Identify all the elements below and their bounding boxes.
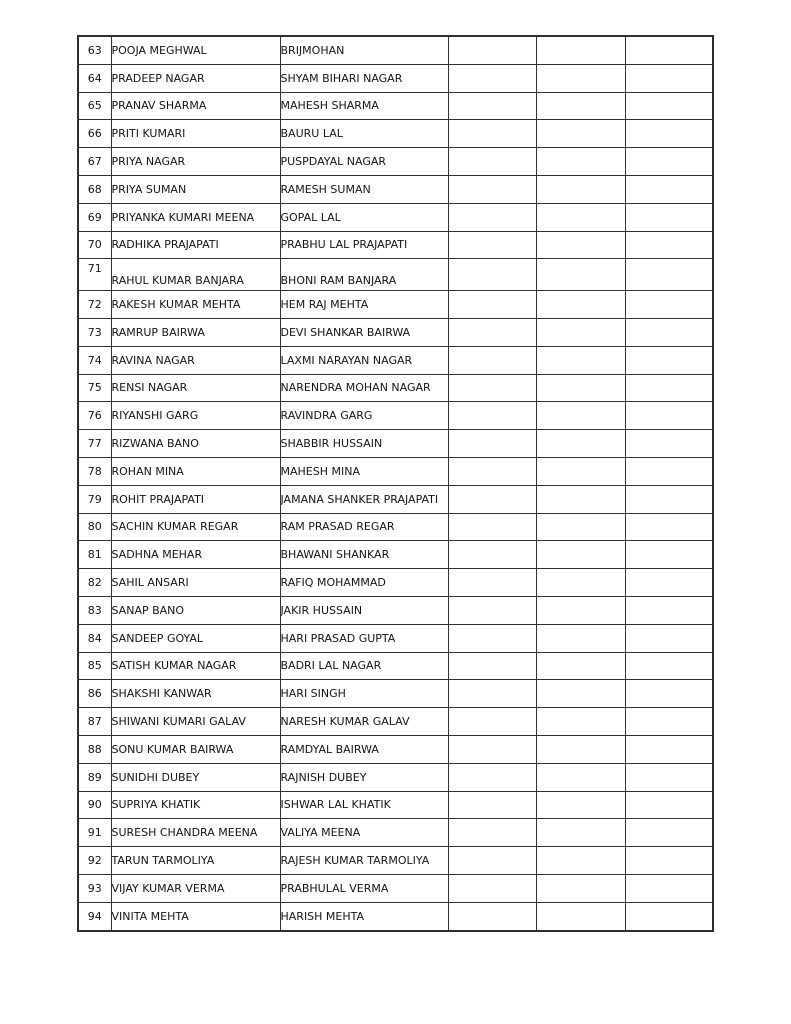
empty-cell (536, 318, 625, 346)
father-name-cell: PRABHU LAL PRAJAPATI (280, 231, 448, 259)
name-cell: RAMRUP BAIRWA (111, 318, 280, 346)
empty-cell (536, 596, 625, 624)
table-row (78, 874, 713, 902)
name-cell: SADHNA MEHAR (111, 541, 280, 569)
serial-cell: 78 (78, 457, 111, 485)
table-row (78, 457, 713, 485)
name-cell: SUNIDHI DUBEY (111, 763, 280, 791)
serial-cell: 70 (78, 231, 111, 259)
father-name-cell: BRIJMOHAN (280, 36, 448, 64)
empty-cell (448, 847, 536, 875)
empty-cell (536, 203, 625, 231)
empty-cell (448, 64, 536, 92)
table-row (78, 318, 713, 346)
name-cell: RENSI NAGAR (111, 374, 280, 402)
empty-cell (625, 541, 713, 569)
serial-cell: 72 (78, 291, 111, 319)
empty-cell (625, 791, 713, 819)
father-name-cell: PRABHULAL VERMA (280, 874, 448, 902)
name-cell: PRIYANKA KUMARI MEENA (111, 203, 280, 231)
empty-cell (625, 569, 713, 597)
empty-cell (448, 120, 536, 148)
father-name-cell: BHONI RAM BANJARA (280, 259, 448, 291)
table-row (78, 652, 713, 680)
father-name-cell: RAVINDRA GARG (280, 402, 448, 430)
table-row (78, 819, 713, 847)
name-cell: SANAP BANO (111, 596, 280, 624)
empty-cell (448, 596, 536, 624)
name-cell: PRADEEP NAGAR (111, 64, 280, 92)
empty-cell (536, 652, 625, 680)
serial-cell: 82 (78, 569, 111, 597)
serial-cell: 68 (78, 175, 111, 203)
name-cell: SONU KUMAR BAIRWA (111, 735, 280, 763)
father-name-cell: GOPAL LAL (280, 203, 448, 231)
empty-cell (536, 513, 625, 541)
father-name-cell: SHYAM BIHARI NAGAR (280, 64, 448, 92)
empty-cell (448, 148, 536, 176)
father-name-cell: RAFIQ MOHAMMAD (280, 569, 448, 597)
father-name-cell: NARESH KUMAR GALAV (280, 708, 448, 736)
name-cell: SACHIN KUMAR REGAR (111, 513, 280, 541)
empty-cell (536, 569, 625, 597)
table-row (78, 402, 713, 430)
empty-cell (536, 485, 625, 513)
father-name-cell: HEM RAJ MEHTA (280, 291, 448, 319)
father-name-cell: DEVI SHANKAR BAIRWA (280, 318, 448, 346)
empty-cell (448, 430, 536, 458)
table-row (78, 374, 713, 402)
empty-cell (536, 874, 625, 902)
serial-cell: 73 (78, 318, 111, 346)
serial-cell: 65 (78, 92, 111, 120)
serial-cell: 83 (78, 596, 111, 624)
empty-cell (625, 231, 713, 259)
empty-cell (448, 92, 536, 120)
empty-cell (625, 120, 713, 148)
table-row (78, 541, 713, 569)
table-row (78, 203, 713, 231)
table-row (78, 735, 713, 763)
empty-cell (448, 513, 536, 541)
empty-cell (448, 346, 536, 374)
father-name-cell: BADRI LAL NAGAR (280, 652, 448, 680)
name-cell: RAVINA NAGAR (111, 346, 280, 374)
empty-cell (536, 624, 625, 652)
table-row (78, 430, 713, 458)
father-name-cell: RAM PRASAD REGAR (280, 513, 448, 541)
empty-cell (625, 652, 713, 680)
empty-cell (625, 259, 713, 291)
empty-cell (448, 763, 536, 791)
empty-cell (536, 374, 625, 402)
serial-cell: 63 (78, 36, 111, 64)
name-cell: TARUN TARMOLIYA (111, 847, 280, 875)
serial-cell: 81 (78, 541, 111, 569)
empty-cell (625, 485, 713, 513)
empty-cell (536, 175, 625, 203)
empty-cell (536, 92, 625, 120)
serial-cell: 77 (78, 430, 111, 458)
table-row (78, 92, 713, 120)
empty-cell (448, 457, 536, 485)
empty-cell (625, 203, 713, 231)
serial-cell: 69 (78, 203, 111, 231)
empty-cell (448, 735, 536, 763)
empty-cell (448, 259, 536, 291)
empty-cell (625, 402, 713, 430)
empty-cell (625, 763, 713, 791)
serial-cell: 88 (78, 735, 111, 763)
serial-cell: 85 (78, 652, 111, 680)
empty-cell (625, 874, 713, 902)
serial-cell: 94 (78, 902, 111, 930)
empty-cell (536, 402, 625, 430)
table-row (78, 624, 713, 652)
empty-cell (448, 791, 536, 819)
father-name-cell: RAMESH SUMAN (280, 175, 448, 203)
table-row (78, 680, 713, 708)
father-name-cell: MAHESH MINA (280, 457, 448, 485)
empty-cell (448, 541, 536, 569)
father-name-cell: HARI PRASAD GUPTA (280, 624, 448, 652)
empty-cell (625, 291, 713, 319)
table-row (78, 791, 713, 819)
serial-cell: 80 (78, 513, 111, 541)
table-row (78, 763, 713, 791)
table-row (78, 231, 713, 259)
name-cell: SANDEEP GOYAL (111, 624, 280, 652)
empty-cell (625, 735, 713, 763)
father-name-cell: LAXMI NARAYAN NAGAR (280, 346, 448, 374)
empty-cell (625, 430, 713, 458)
father-name-cell: JAKIR HUSSAIN (280, 596, 448, 624)
empty-cell (625, 346, 713, 374)
empty-cell (625, 902, 713, 930)
name-cell: ROHAN MINA (111, 457, 280, 485)
serial-cell: 84 (78, 624, 111, 652)
father-name-cell: JAMANA SHANKER PRAJAPATI (280, 485, 448, 513)
serial-cell: 86 (78, 680, 111, 708)
name-cell: SHAKSHI KANWAR (111, 680, 280, 708)
father-name-cell: BAURU LAL (280, 120, 448, 148)
table-row (78, 346, 713, 374)
serial-cell: 67 (78, 148, 111, 176)
name-cell: SAHIL ANSARI (111, 569, 280, 597)
serial-cell: 79 (78, 485, 111, 513)
name-cell: RIZWANA BANO (111, 430, 280, 458)
empty-cell (536, 708, 625, 736)
father-name-cell: ISHWAR LAL KHATIK (280, 791, 448, 819)
empty-cell (625, 318, 713, 346)
table-row (78, 175, 713, 203)
name-cell: VINITA MEHTA (111, 902, 280, 930)
empty-cell (448, 624, 536, 652)
name-cell: PRIYA NAGAR (111, 148, 280, 176)
name-cell: RAHUL KUMAR BANJARA (111, 259, 280, 291)
empty-cell (625, 374, 713, 402)
empty-cell (536, 763, 625, 791)
empty-cell (448, 874, 536, 902)
roster-table-body (78, 36, 713, 931)
empty-cell (625, 596, 713, 624)
empty-cell (536, 64, 625, 92)
table-row (78, 708, 713, 736)
serial-cell: 87 (78, 708, 111, 736)
empty-cell (625, 36, 713, 64)
empty-cell (448, 175, 536, 203)
serial-cell: 74 (78, 346, 111, 374)
empty-cell (448, 652, 536, 680)
table-row (78, 36, 713, 64)
name-cell: VIJAY KUMAR VERMA (111, 874, 280, 902)
name-cell: RADHIKA PRAJAPATI (111, 231, 280, 259)
table-row (78, 902, 713, 930)
empty-cell (536, 231, 625, 259)
table-row (78, 120, 713, 148)
table-row (78, 596, 713, 624)
serial-cell: 91 (78, 819, 111, 847)
empty-cell (448, 902, 536, 930)
empty-cell (536, 259, 625, 291)
name-cell: PRIYA SUMAN (111, 175, 280, 203)
empty-cell (448, 402, 536, 430)
father-name-cell: VALIYA MEENA (280, 819, 448, 847)
name-cell: SHIWANI KUMARI GALAV (111, 708, 280, 736)
empty-cell (625, 847, 713, 875)
table-row (78, 259, 713, 291)
serial-cell: 75 (78, 374, 111, 402)
empty-cell (536, 291, 625, 319)
empty-cell (536, 819, 625, 847)
father-name-cell: RAJESH KUMAR TARMOLIYA (280, 847, 448, 875)
empty-cell (625, 175, 713, 203)
empty-cell (536, 791, 625, 819)
empty-cell (625, 513, 713, 541)
father-name-cell: RAMDYAL BAIRWA (280, 735, 448, 763)
father-name-cell: MAHESH SHARMA (280, 92, 448, 120)
name-cell: PRITI KUMARI (111, 120, 280, 148)
empty-cell (625, 819, 713, 847)
name-cell: RIYANSHI GARG (111, 402, 280, 430)
empty-cell (625, 680, 713, 708)
serial-cell: 64 (78, 64, 111, 92)
empty-cell (448, 291, 536, 319)
empty-cell (536, 120, 625, 148)
father-name-cell: PUSPDAYAL NAGAR (280, 148, 448, 176)
serial-cell: 66 (78, 120, 111, 148)
serial-cell: 71 (78, 259, 111, 291)
name-cell: SURESH CHANDRA MEENA (111, 819, 280, 847)
table-row (78, 148, 713, 176)
empty-cell (625, 64, 713, 92)
empty-cell (448, 680, 536, 708)
table-row (78, 485, 713, 513)
empty-cell (536, 735, 625, 763)
name-cell: SATISH KUMAR NAGAR (111, 652, 280, 680)
empty-cell (625, 92, 713, 120)
empty-cell (448, 231, 536, 259)
serial-cell: 92 (78, 847, 111, 875)
name-cell: RAKESH KUMAR MEHTA (111, 291, 280, 319)
empty-cell (536, 680, 625, 708)
name-cell: ROHIT PRAJAPATI (111, 485, 280, 513)
father-name-cell: HARI SINGH (280, 680, 448, 708)
name-cell: PRANAV SHARMA (111, 92, 280, 120)
father-name-cell: RAJNISH DUBEY (280, 763, 448, 791)
empty-cell (625, 624, 713, 652)
empty-cell (536, 346, 625, 374)
empty-cell (536, 847, 625, 875)
father-name-cell: SHABBIR HUSSAIN (280, 430, 448, 458)
serial-cell: 89 (78, 763, 111, 791)
empty-cell (448, 203, 536, 231)
father-name-cell: NARENDRA MOHAN NAGAR (280, 374, 448, 402)
table-row (78, 64, 713, 92)
empty-cell (536, 36, 625, 64)
table-row (78, 569, 713, 597)
empty-cell (448, 318, 536, 346)
name-cell: SUPRIYA KHATIK (111, 791, 280, 819)
empty-cell (625, 708, 713, 736)
empty-cell (536, 457, 625, 485)
empty-cell (448, 708, 536, 736)
table-row (78, 847, 713, 875)
empty-cell (536, 541, 625, 569)
empty-cell (625, 457, 713, 485)
empty-cell (448, 36, 536, 64)
serial-cell: 93 (78, 874, 111, 902)
serial-cell: 90 (78, 791, 111, 819)
empty-cell (448, 569, 536, 597)
table-row (78, 291, 713, 319)
empty-cell (448, 485, 536, 513)
roster-table (77, 35, 714, 932)
name-cell: POOJA MEGHWAL (111, 36, 280, 64)
empty-cell (536, 148, 625, 176)
serial-cell: 76 (78, 402, 111, 430)
empty-cell (448, 374, 536, 402)
empty-cell (448, 819, 536, 847)
empty-cell (536, 902, 625, 930)
empty-cell (625, 148, 713, 176)
father-name-cell: BHAWANI SHANKAR (280, 541, 448, 569)
father-name-cell: HARISH MEHTA (280, 902, 448, 930)
empty-cell (536, 430, 625, 458)
table-row (78, 513, 713, 541)
